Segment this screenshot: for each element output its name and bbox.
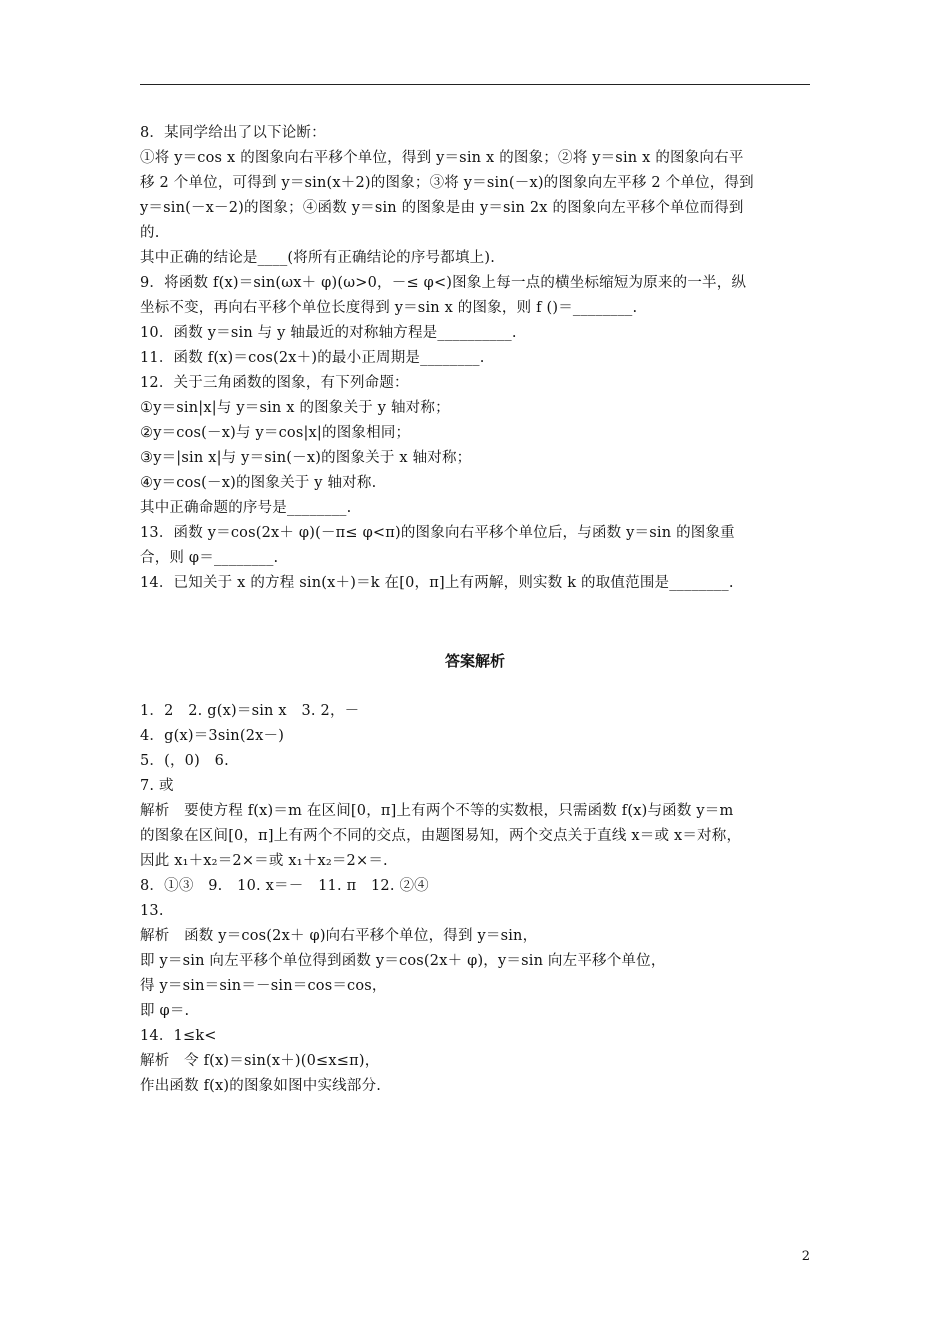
question-line: ①将 y＝cos x 的图象向右平移个单位，得到 y＝sin x 的图象；②将 y＝sin x 的图象向右平 [140, 150, 744, 166]
answer-line: 8．①③ 9. 10. x＝－ 11. π 12. ②④ [140, 878, 429, 894]
question-line: 13．函数 y＝cos(2x＋ φ)(－π≤ φ<π)的图象向右平移个单位后，与函数 y＝sin 的图象重 [140, 525, 735, 541]
question-line: 的. [140, 225, 160, 241]
question-line: 14．已知关于 x 的方程 sin(x＋)＝k 在[0，π]上有两解，则实数 k 的取值范围是________. [140, 575, 734, 591]
answer-line: 作出函数 f(x)的图象如图中实线部分. [140, 1078, 382, 1094]
question-line: 9．将函数 f(x)＝sin(ωx＋ φ)(ω>0，－≤ φ<)图象上每一点的横坐标缩短为原来的一半，纵 [140, 275, 747, 291]
answer-line: 即 φ＝. [140, 1003, 190, 1019]
header-rule [140, 84, 810, 85]
question-line: ④y＝cos(－x)的图象关于 y 轴对称. [140, 475, 377, 491]
answer-line: 7. 或 [140, 778, 174, 794]
answer-line: 13. [140, 903, 164, 919]
answer-line: 因此 x₁＋x₂＝2×＝或 x₁＋x₂＝2×＝. [140, 853, 388, 869]
answer-line: 解析 函数 y＝cos(2x＋ φ)向右平移个单位，得到 y＝sin， [140, 928, 538, 944]
question-line: 移 2 个单位，可得到 y＝sin(x＋2)的图象；③将 y＝sin(－x)的图象向左平移 2 个单位，得到 [140, 175, 754, 191]
answer-line: 得 y＝sin＝sin＝－sin＝cos＝cos， [140, 978, 387, 994]
question-line: y＝sin(－x－2)的图象；④函数 y＝sin 的图象是由 y＝sin 2x 的图象向左平移个单位而得到 [140, 200, 744, 216]
question-line: ②y＝cos(－x)与 y＝cos|x|的图象相同； [140, 425, 411, 441]
page-number: 2 [801, 1249, 810, 1264]
question-line: 12．关于三角函数的图象，有下列命题： [140, 375, 409, 391]
question-line: 11．函数 f(x)＝cos(2x＋)的最小正周期是________. [140, 350, 485, 366]
question-line: 其中正确的结论是____(将所有正确结论的序号都填上). [140, 250, 496, 266]
answer-line: 解析 令 f(x)＝sin(x＋)(0≤x≤π)， [140, 1053, 380, 1069]
question-line: 其中正确命题的序号是________. [140, 500, 352, 516]
question-line: ①y＝sin|x|与 y＝sin x 的图象关于 y 轴对称； [140, 400, 450, 416]
answer-line: 5．(，0) 6. [140, 753, 229, 769]
answers-heading: 答案解析 [444, 652, 505, 670]
answer-line: 即 y＝sin 向左平移个单位得到函数 y＝cos(2x＋ φ)，y＝sin 向左平移个单位， [140, 953, 666, 969]
question-line: 坐标不变，再向右平移个单位长度得到 y＝sin x 的图象，则 f ()＝________. [140, 300, 638, 316]
question-line: ③y＝|sin x|与 y＝sin(－x)的图象关于 x 轴对称； [140, 450, 472, 466]
answer-line: 解析 要使方程 f(x)＝m 在区间[0，π]上有两个不等的实数根，只需函数 f(x)与函数 y＝m [140, 803, 734, 819]
answer-line: 14．1≤k< [140, 1028, 217, 1044]
answer-line: 4．g(x)＝3sin(2x－) [140, 728, 285, 744]
answer-line: 的图象在区间[0，π]上有两个不同的交点，由题图易知，两个交点关于直线 x＝或 x＝对称， [140, 828, 742, 844]
question-line: 8．某同学给出了以下论断： [140, 125, 326, 141]
answer-line: 1．2 2. g(x)＝sin x 3. 2，－ [140, 703, 360, 719]
question-line: 10．函数 y＝sin 与 y 轴最近的对称轴方程是__________. [140, 325, 517, 341]
question-line: 合，则 φ＝________. [140, 550, 279, 566]
